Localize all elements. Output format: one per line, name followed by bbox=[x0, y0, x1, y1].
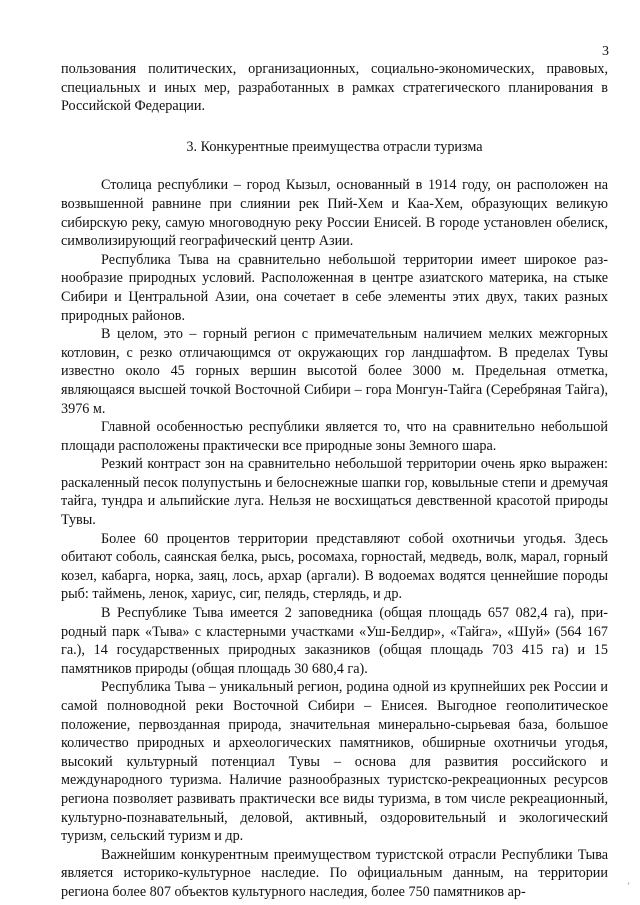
document-body bbox=[61, 60, 608, 902]
paragraph-reserves: В Республике Тыва имеется 2 заповедника (общая площадь 657 082,4 га), природный парк «Тыва» с кластерными участками «Уш-Белдир», «Тайга», «Шуй» (564 167 га.), 14 государственных природных заказников (общая площадь 703 415 га) и 15 памятников природы (общая площадь 30 680,4 га). bbox=[61, 605, 608, 677]
paragraph-cultural-heritage: Важнейшим конкурентным преимуществом туристской отрасли Республики Тыва является историко-культурное наследие. По официальным данным, на территории региона более 807 объектов культурного наследия, более 750 памятников ар- bbox=[61, 846, 608, 900]
paragraph-contrast: Резкий контраст зон на сравнительно небольшой территории очень ярко выражен: раскаленный песок полупустынь и белоснежные шапки гор, ковыльные степи и дремучая тайга, тундра и альпийские луга. Нельзя не восхищаться девственной красотой природы Тувы. bbox=[61, 456, 608, 529]
paragraph-capital: Столица республики – город Кызыл, основанный в 1914 году, он расположен на возвышенной равнине при слиянии рек Пий-Хем и Каа-Хем, образующих великую сибирскую реку, самую многоводную реку России Енисей. В городе установлен обелиск, символизирующий географический центр Азии. bbox=[61, 177, 608, 250]
paragraph-unique-region: Республика Тыва – уникальный регион, родина одной из крупнейших рек России и самой полноводной реки Восточной Сибири – Енисея. Выгодное геополитическое положение, первозданная природа, значительная минерально-сырьевая база, большое количество природных и археологических памятников, обширные охотничьи угодья, высокий культурный потенциал Тувы – основа для развития российского и международного туризма. Наличие разнообразных туристско-рекреационных ресурсов региона позволяет развивать практически все виды туризма, в том числе рекреационный, культурно-познавательный, деловой, активный, оздоровительный и экологический туризм, сельский туризм и др. bbox=[61, 679, 608, 845]
paragraph-hunting-grounds: Более 60 процентов территории представляют собой охотничьи угодья. Здесь обитают соболь, саянская белка, рысь, росомаха, горностай, медведь, волк, марал, горный козел, кабарга, норка, заяц, лось, архар (аргали). В водоемах водятся ценнейшие породы рыб: таймень, ленок, хариус, сиг, пелядь, стерлядь, и др. bbox=[61, 530, 608, 603]
intro-fragment: пользования политических, организационных, социально-экономических, правовых, специальных и иных мер, разработанных в рамках стратегического планирования в Российской Федерации. bbox=[61, 61, 608, 115]
paragraph-natural-zones: Главной особенностью республики является то, что на сравнительно небольшой площади расположены практически все природные зоны Земного шара. bbox=[61, 419, 608, 454]
paragraph-mountains: В целом, это – горный регион с примечательным наличием мелких межгорных котловин, с резко отличающимся от окружающих гор ландшафтом. В пределах Тувы известно около 45 горных вершин высотой более 3000 м. Предельная отметка, являющаяся высшей точкой Восточной Сибири – гора Монгун-Тайга (Серебряная Тайга), 3976 м. bbox=[61, 326, 608, 417]
paragraph-natural-diversity: Республика Тыва на сравнительно небольшой территории имеет широкое разнообразие природных условий. Расположенная в центре азиатского материка, на стыке Сибири и Центральной Азии, она сочетает в себе элементы этих двух, таких разных природных районов. bbox=[61, 251, 608, 324]
section-heading: 3. Конкурентные преимущества отрасли туризма bbox=[186, 138, 483, 155]
scan-mark: ʼ bbox=[627, 881, 630, 891]
page-number: 3 bbox=[602, 44, 609, 59]
